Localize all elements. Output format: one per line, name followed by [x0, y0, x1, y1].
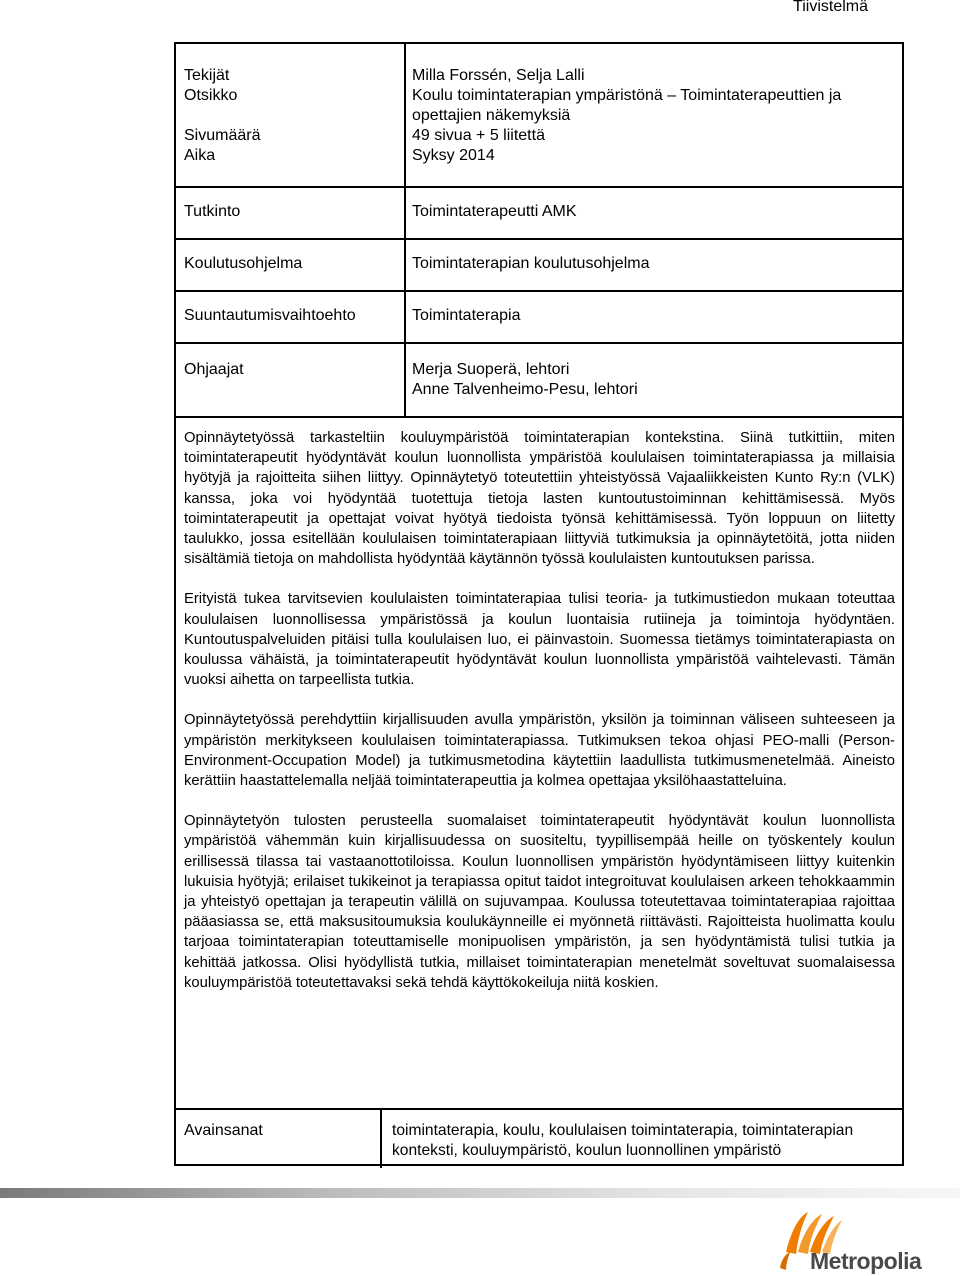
value-supervisor-2: Anne Talvenheimo-Pesu, lehtori [412, 381, 638, 398]
value-title: Koulu toimintaterapian ympäristönä – Toimintaterapeuttien ja opettajien näkemyksiä [412, 87, 842, 124]
label-supervisors: Ohjaajat [184, 361, 244, 378]
row-divider [176, 1108, 902, 1110]
label-specialisation: Suuntautumisvaihtoehto [184, 307, 356, 324]
value-pages: 49 sivua + 5 liitettä [412, 127, 545, 144]
label-time: Aika [184, 147, 216, 164]
column-divider [404, 44, 406, 418]
label-pages: Sivumäärä [184, 127, 261, 144]
value-keywords: toimintaterapia, koulu, koululaisen toimintaterapia, toimintaterapian konteksti, kouluympäristö, koulun luonnollinen ympäristö [392, 1122, 854, 1159]
value-authors: Milla Forssén, Selja Lalli [412, 67, 585, 84]
value-degree: Toimintaterapeutti AMK [412, 203, 577, 220]
logo-wordmark: Metropolia [810, 1248, 922, 1274]
row-divider [176, 342, 902, 344]
label-title: Otsikko [184, 87, 238, 104]
keywords-divider [380, 1110, 382, 1168]
footer-band [0, 1188, 960, 1198]
row-divider [176, 186, 902, 188]
label-programme: Koulutusohjelma [184, 255, 303, 272]
abstract-paragraph: Opinnäytetyössä perehdyttiin kirjallisuuden avulla ympäristön, yksilön ja toiminnan väliseen suhteeseen ja ympäristön merkitykseen koululaisen toimintaterapiassa. Tutkimuksen tekoa ohjasi PEO-malli (Person-Environment-Occupation Model) ja tutkimusmetodina käytettiin laadullista tutkimusmenetelmää. Aineisto kerättiin haastattelemalla neljää toimintaterapeuttia ja kolmea opettajaa yksilöhaastatteluina. [184, 712, 895, 790]
row-divider [176, 238, 902, 240]
label-authors: Tekijät [184, 67, 230, 84]
page-section-title: Tiivistelmä [793, 0, 868, 15]
value-supervisor-1: Merja Suoperä, lehtori [412, 361, 570, 378]
row-divider [176, 416, 902, 418]
abstract-paragraph: Opinnäytetyön tulosten perusteella suomalaiset toimintaterapeutit hyödyntävät koulun luonnollista ympäristöä vähemmän kuin kirjallisuudessa on suositeltu, tyypillisempää heille on työskentely koulun erillisessä tilassa tai vastaanottotiloissa. Koulun luonnollisen ympäristön hyödyntämiseen liittyy kuitenkin lukuisia hyötyjä; erilaiset tukikeinot ja terapiassa opitut taidot integroituvat koululaisen arkeen tehokkaammin ja yhteistyö opettajan ja terapeutin välillä on sujuvampaa. Koulussa toteutettavaa toimintaterapiaa rajoittaa pääasiassa se, että maksusitoumuksia koulukäynneille ei myönnetä riittävästi. Rajoitteista huolimatta koulu tarjoaa toimintaterapian toteuttamiselle monipuolisen ympäristön, ja sen hyödyntämistä tulisi tutkia ja kehittää jatkossa. Olisi hyödyllistä tutkia, millaiset toimintaterapian menetelmät soveltuvat suomalaisessa kouluympäristöä toteutettavaksi sekä tehdä käyttökokeiluja niitä koskien. [184, 813, 895, 991]
abstract-paragraph: Opinnäytetyössä tarkasteltiin kouluympäristöä toimintaterapian kontekstina. Siinä tutkittiin, miten toimintaterapeutit hyödyntävät koulun luonnollista ympäristöä koululaisen toimintaterapiassa ja millaisia hyötyjä ja rajoitteita siihen liittyy. Opinnäytetyö toteutettiin yhteistyössä Vajaaliikkeisten Kunto Ry:n (VLK) kanssa, joka voi hyödyntää tuotettuja tietoja lasten kuntoutustoiminnan kehittämisessä. Myös toimintaterapeutit ja opettajat voivat hyötyä tiedoista työnsä kehittämisessä. Työn loppuun on liitetty taulukko, jossa esitellään koululaisen toimintaterapiaan liittyviä tutkimuksia ja opinnäytetöitä, jotta niiden sisältämiä tietoja on mahdollista hyödyntää käytännön työssä koululaisten kuntoutuksen parissa. [184, 430, 895, 568]
value-programme: Toimintaterapian koulutusohjelma [412, 255, 650, 272]
row-divider [176, 290, 902, 292]
value-specialisation: Toimintaterapia [412, 307, 521, 324]
abstract-paragraph: Erityistä tukea tarvitsevien koululaisten toimintaterapiaa tulisi teoria- ja tutkimustiedon mukaan toteuttaa koululaisen luonnollisessa ympäristössä ja koulun luontaisia rutiineja ja toimintoja hyödyntäen. Kuntoutuspalveluiden pitäisi tulla koululaisen luo, ei päinvastoin. Suomessa tietämys toimintaterapiasta on koulussa vähäistä, ja toimintaterapeutit hyödyntävät koulun luonnollista ympäristöä vaihtelevasti. Tämän vuoksi aihetta on tarpeellista tutkia. [184, 591, 895, 689]
abstract-body [184, 428, 895, 1013]
value-time: Syksy 2014 [412, 147, 495, 164]
abstract-form [174, 42, 904, 1166]
label-keywords: Avainsanat [184, 1122, 263, 1139]
label-degree: Tutkinto [184, 203, 241, 220]
